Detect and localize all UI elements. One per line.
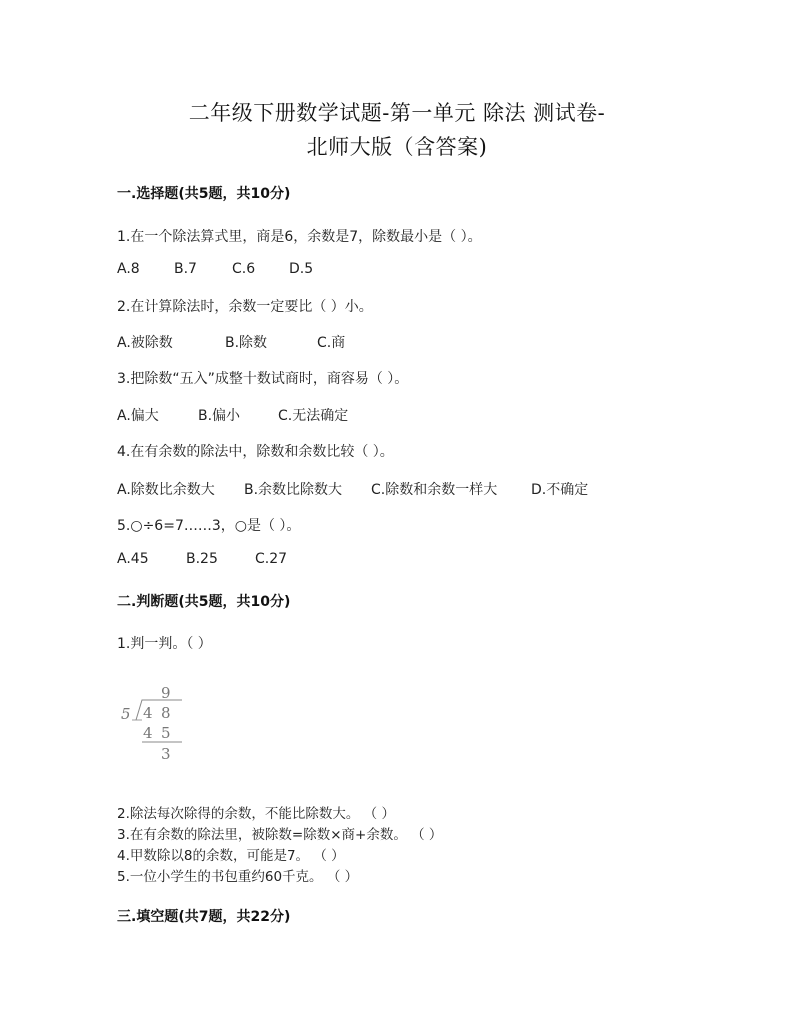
option-b: B.偏小: [198, 408, 241, 424]
option-a: A.45: [117, 551, 149, 567]
section-heading-choice: 一.选择题(共5题，共10分): [117, 186, 291, 202]
option-b: B.25: [186, 551, 218, 567]
option-a: A.8: [117, 261, 140, 277]
judgement-2: 2.除法每次除得的余数，不能比除数大。 （ ）: [117, 806, 395, 822]
question-4-options: [117, 479, 588, 499]
option-c: C.商: [317, 335, 346, 351]
question-3-options: [117, 405, 348, 425]
option-b: B.余数比除数大: [244, 482, 343, 498]
dividend-digit-1: 4: [143, 704, 153, 722]
question-2: 2.在计算除法时，余数一定要比（ ）小。: [117, 299, 373, 315]
option-b: B.7: [174, 261, 197, 277]
product-digit-2: 5: [161, 724, 171, 742]
option-c: C.6: [232, 261, 256, 277]
question-1: 1.在一个除法算式里，商是6，余数是7，除数最小是（ ）。: [117, 229, 482, 245]
judgement-4: 4.甲数除以8的余数，可能是7。 （ ）: [117, 848, 345, 864]
option-b: B.除数: [225, 335, 268, 351]
question-4: 4.在有余数的除法中，除数和余数比较（ ）。: [117, 444, 394, 460]
judgement-3: 3.在有余数的除法里，被除数=除数×商+余数。 （ ）: [117, 827, 443, 843]
question-5-options: [117, 551, 287, 567]
quotient-digit: 9: [161, 684, 171, 702]
long-division-diagram: [118, 684, 198, 764]
option-a: A.被除数: [117, 335, 173, 351]
divisor-digit: 5: [121, 705, 131, 723]
judgement-1: 1.判一判。（ ）: [117, 636, 212, 652]
section-heading-judgement: 二.判断题(共5题，共10分): [117, 594, 291, 610]
option-c: C.除数和余数一样大: [371, 482, 498, 498]
question-3: 3.把除数“五入”成整十数试商时，商容易（ ）。: [117, 371, 409, 387]
judgement-5: 5.一位小学生的书包重约60千克。 （ ）: [117, 869, 359, 885]
option-d: D.5: [289, 261, 314, 277]
option-d: D.不确定: [531, 482, 589, 498]
page-title-line-1: 二年级下册数学试题-第一单元 除法 测试卷-: [188, 101, 606, 125]
dividend-digit-2: 8: [161, 704, 171, 722]
section-heading-fill-blank: 三.填空题(共7题，共22分): [117, 909, 291, 925]
option-a: A.偏大: [117, 408, 159, 424]
option-a: A.除数比余数大: [117, 482, 215, 498]
product-digit-1: 4: [143, 724, 153, 742]
division-bracket-icon: [118, 684, 198, 764]
option-c: C.无法确定: [278, 408, 349, 424]
question-1-options: [117, 261, 313, 277]
question-5: 5.○÷6=7……3，○是（ ）。: [117, 518, 301, 534]
question-2-options: [117, 332, 345, 352]
remainder-digit: 3: [161, 745, 171, 763]
page-title-line-2: 北师大版（含答案): [306, 135, 488, 159]
option-c: C.27: [255, 551, 288, 567]
